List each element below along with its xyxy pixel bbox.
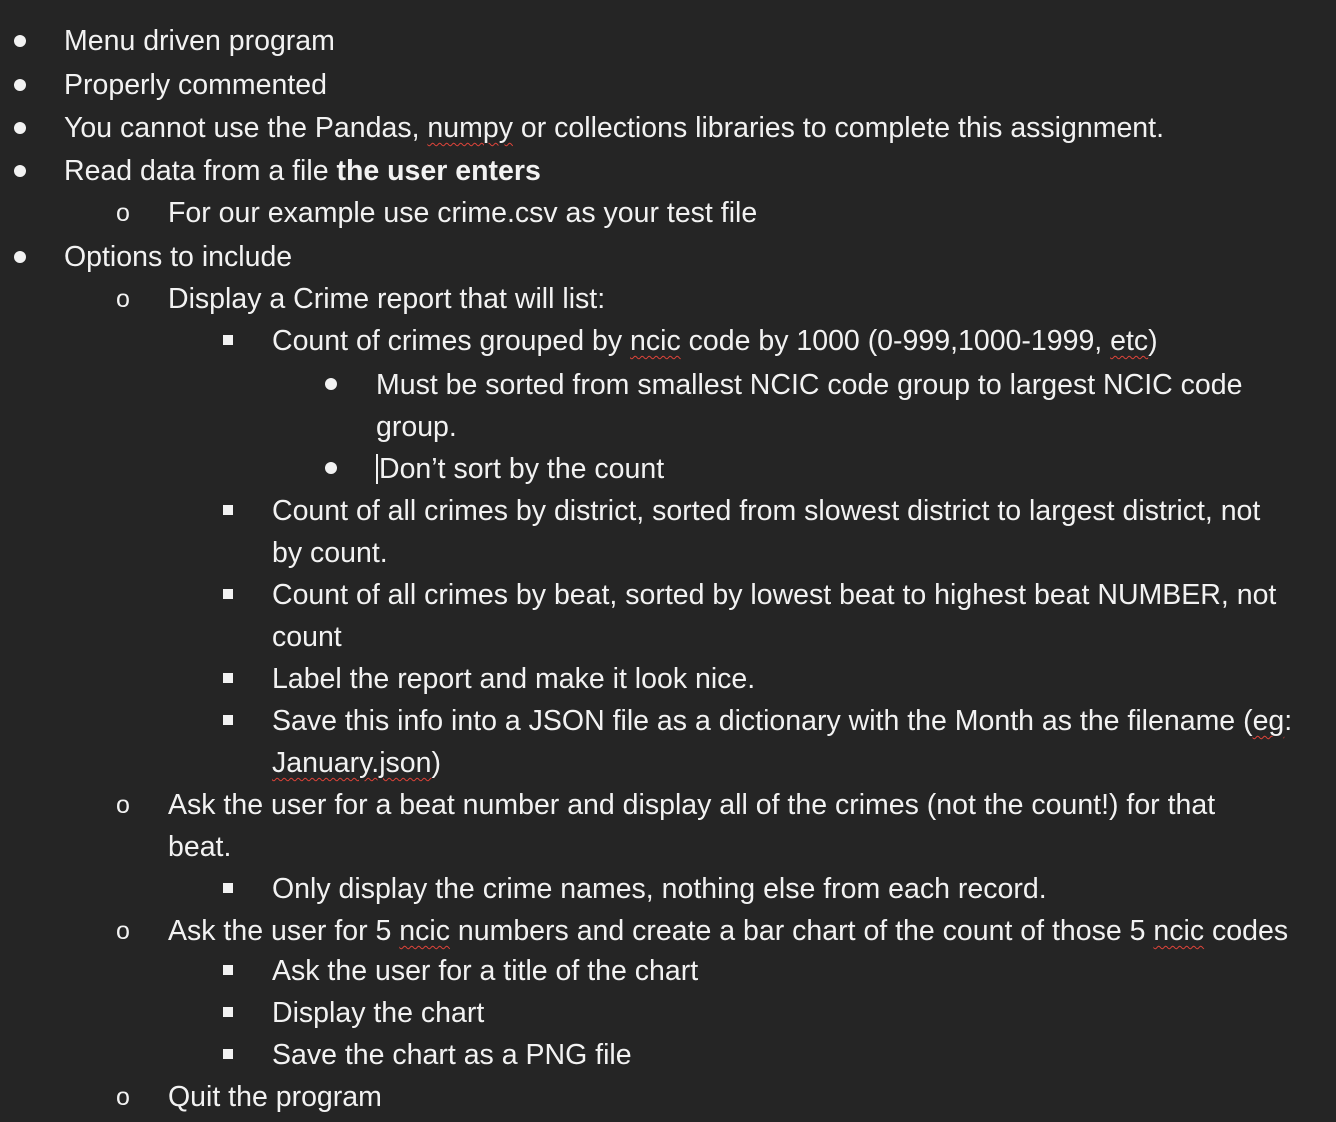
text-run: Don’t sort by the count [379, 453, 665, 485]
text-run: Ask the user for 5 [168, 915, 400, 947]
text-run: or collections libraries to complete this assignment. [512, 112, 1164, 144]
list-item-sorted-ncic-cont: group. [376, 411, 457, 443]
list-item-ask-ncic [168, 910, 1288, 952]
bullet-circle-icon: o [116, 285, 130, 313]
list-item-display-chart: Display the chart [272, 997, 485, 1029]
list-item-read-data [64, 150, 541, 192]
bullet-circle-icon: o [116, 917, 130, 945]
text-run: numbers and create a bar chart of the count of those 5 [449, 915, 1154, 947]
list-item-label-report: Label the report and make it look nice. [272, 663, 756, 695]
spelling-flag-ncic: ncic [630, 325, 681, 357]
text-cursor [376, 454, 378, 484]
list-item-save-json [272, 700, 1292, 742]
bullet-square-icon [223, 673, 233, 683]
bullet-circle-icon: o [116, 791, 130, 819]
bullet-dot-icon [14, 165, 26, 177]
bullet-circle-icon: o [116, 199, 130, 227]
bullet-square-icon [223, 1049, 233, 1059]
text-run: You cannot use the Pandas, [64, 112, 428, 144]
spelling-flag-january-json: January.json [272, 747, 432, 779]
list-item-quit: Quit the program [168, 1081, 382, 1113]
bullet-dot-icon [14, 79, 26, 91]
spelling-flag-etc: etc [1110, 325, 1149, 357]
bullet-square-icon [223, 1007, 233, 1017]
bullet-circle-icon: o [116, 1083, 130, 1111]
list-item-menu-driven: Menu driven program [64, 25, 335, 57]
bullet-square-icon [223, 883, 233, 893]
list-item-example-file: For our example use crime.csv as your test file [168, 197, 758, 229]
list-item-only-names: Only display the crime names, nothing else from each record. [272, 873, 1047, 905]
list-item-commented: Properly commented [64, 69, 327, 101]
list-item-save-png: Save the chart as a PNG file [272, 1039, 632, 1071]
bold-text: the user enters [336, 155, 541, 187]
list-item-beat: Count of all crimes by beat, sorted by lowest beat to highest beat NUMBER, not [272, 579, 1277, 611]
text-run: : [1284, 705, 1293, 737]
spelling-flag-ncic: ncic [399, 915, 450, 947]
list-item-no-libraries [64, 107, 1164, 149]
text-run: Read data from a file [64, 155, 337, 187]
spelling-flag-ncic: ncic [1153, 915, 1205, 947]
bullet-dot-icon [14, 35, 26, 47]
text-run: codes [1204, 915, 1289, 947]
list-item-dont-sort [376, 448, 664, 490]
text-run: Save this info into a JSON file as a dictionary with the Month as the filename ( [272, 705, 1253, 737]
list-item-district-cont: by count. [272, 537, 388, 569]
spelling-flag-numpy: numpy [427, 112, 513, 144]
text-run: code by 1000 (0-999,1000-1999, [680, 325, 1111, 357]
list-item-district: Count of all crimes by district, sorted from slowest district to largest district, not [272, 495, 1261, 527]
spelling-flag-eg: eg [1252, 705, 1285, 737]
list-item-sorted-ncic: Must be sorted from smallest NCIC code group to largest NCIC code [376, 369, 1243, 401]
bullet-dot-icon [325, 462, 337, 474]
bullet-dot-icon [14, 122, 26, 134]
bullet-dot-icon [325, 378, 337, 390]
list-item-count-ncic [272, 320, 1158, 362]
list-item-ask-beat-cont: beat. [168, 831, 232, 863]
list-item-save-json-cont [272, 742, 441, 784]
bullet-square-icon [223, 589, 233, 599]
list-item-ask-title: Ask the user for a title of the chart [272, 955, 699, 987]
list-item-options: Options to include [64, 241, 293, 273]
list-item-beat-cont: count [272, 621, 342, 653]
text-run: ) [431, 747, 441, 779]
bullet-square-icon [223, 965, 233, 975]
text-run: ) [1148, 325, 1158, 357]
bullet-dot-icon [14, 251, 26, 263]
list-item-ask-beat: Ask the user for a beat number and display all of the crimes (not the count!) for that [168, 789, 1216, 821]
bullet-square-icon [223, 335, 233, 345]
list-item-display-report: Display a Crime report that will list: [168, 283, 606, 315]
bullet-square-icon [223, 505, 233, 515]
text-run: Count of crimes grouped by [272, 325, 631, 357]
bullet-square-icon [223, 715, 233, 725]
